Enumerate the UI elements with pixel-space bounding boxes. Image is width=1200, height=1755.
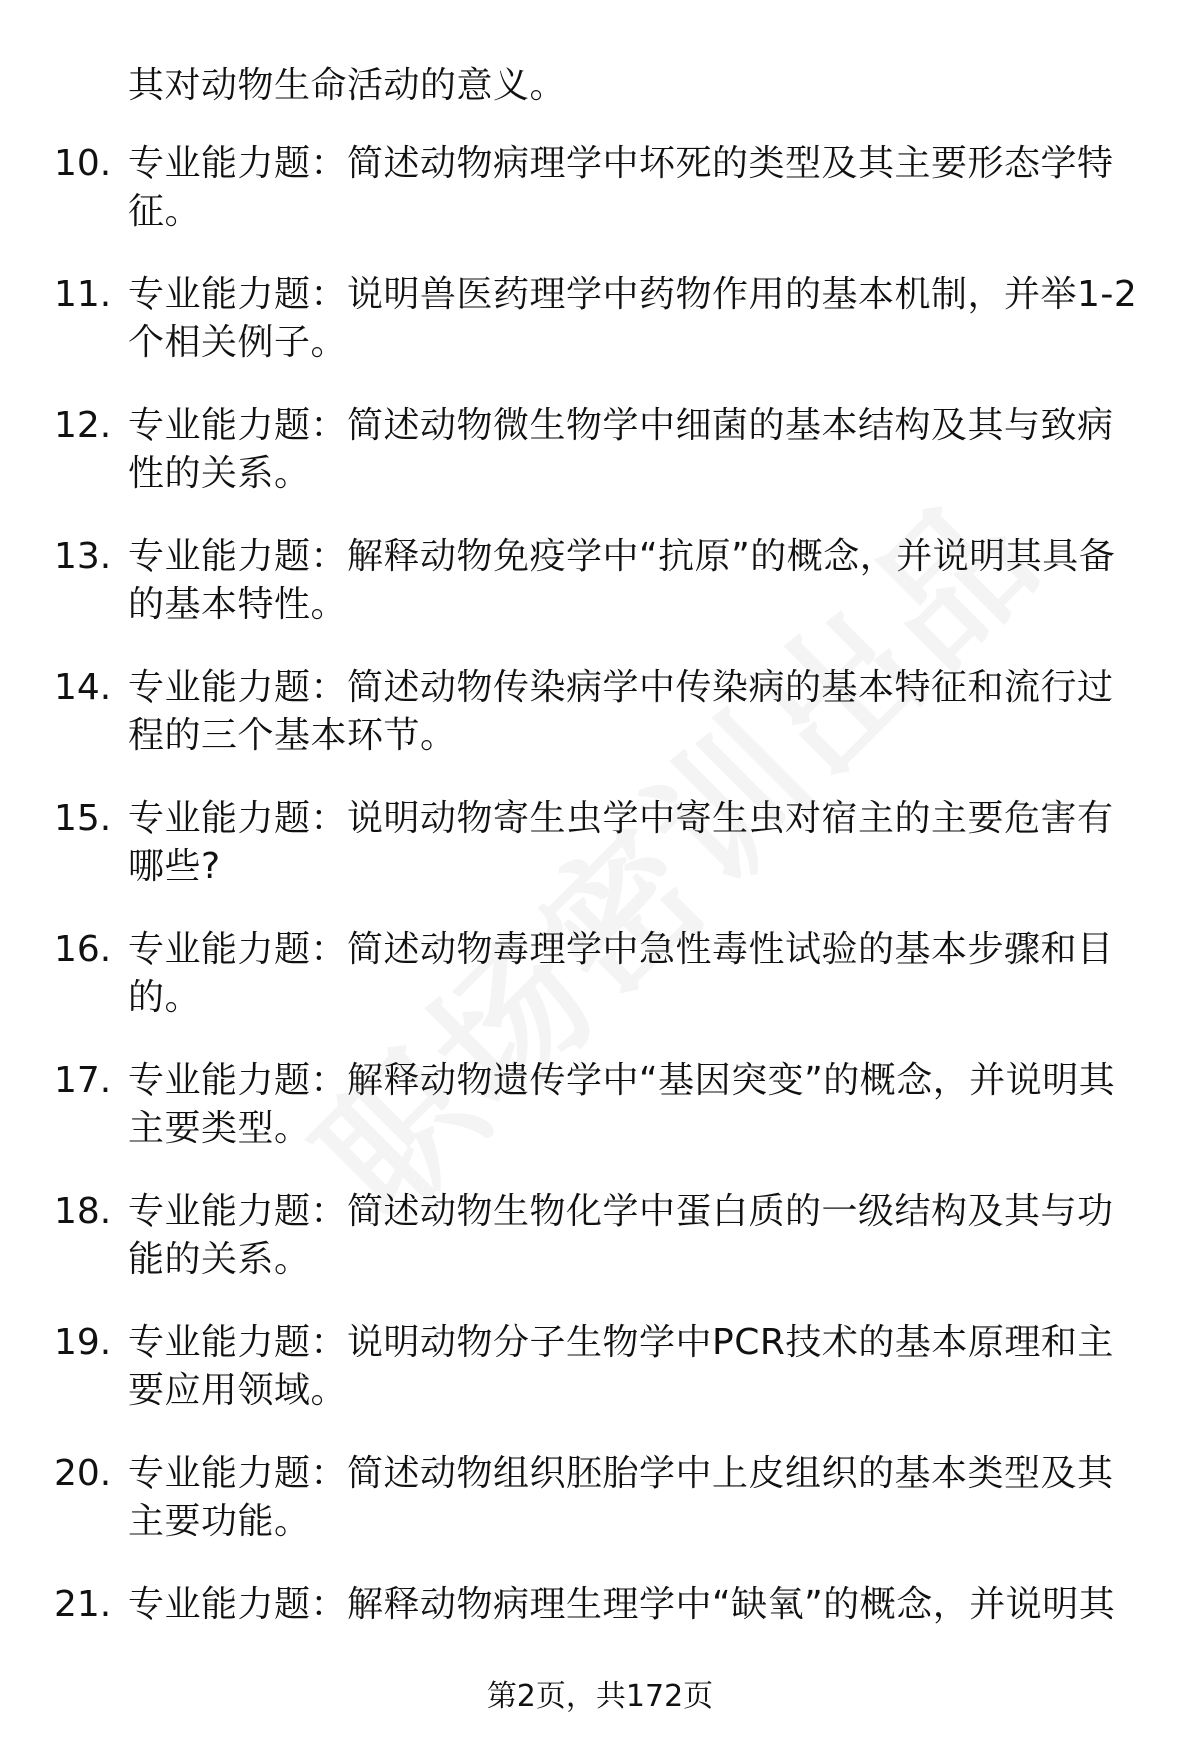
page-footer: 第2页，共172页 xyxy=(486,1679,714,1714)
question-number: 13. xyxy=(54,536,112,577)
question-text: 专业能力题：说明动物寄生虫学中寄生虫对宿主的主要危害有哪些? xyxy=(128,798,1114,887)
question-number: 15. xyxy=(54,798,112,839)
question-text: 专业能力题：解释动物遗传学中“基因突变”的概念，并说明其主要类型。 xyxy=(128,1060,1116,1149)
question-text: 专业能力题：简述动物传染病学中传染病的基本特征和流行过程的三个基本环节。 xyxy=(128,667,1114,756)
question-item xyxy=(0,1319,1200,1450)
question-item xyxy=(0,926,1200,1057)
question-item xyxy=(0,402,1200,533)
question-item xyxy=(0,1057,1200,1188)
question-item xyxy=(0,140,1200,271)
question-text: 专业能力题：说明动物分子生物学中PCR技术的基本原理和主要应用领域。 xyxy=(128,1322,1114,1411)
question-text: 专业能力题：简述动物微生物学中细菌的基本结构及其与致病性的关系。 xyxy=(128,405,1114,494)
question-text: 专业能力题：简述动物病理学中坏死的类型及其主要形态学特征。 xyxy=(128,143,1114,232)
question-text: 专业能力题：说明兽医药理学中药物作用的基本机制，并举1-2个相关例子。 xyxy=(128,274,1138,363)
question-number: 11. xyxy=(54,274,112,315)
question-list xyxy=(0,140,1200,1712)
question-item xyxy=(0,664,1200,795)
question-number: 21. xyxy=(54,1584,112,1625)
question-number: 19. xyxy=(54,1322,112,1363)
question-number: 18. xyxy=(54,1191,112,1232)
continued-question-text: 其对动物生命活动的意义。 xyxy=(128,65,567,106)
question-item xyxy=(0,1188,1200,1319)
question-text: 专业能力题：简述动物毒理学中急性毒性试验的基本步骤和目的。 xyxy=(128,929,1114,1018)
question-text: 专业能力题：解释动物免疫学中“抗原”的概念，并说明其具备的基本特性。 xyxy=(128,536,1116,625)
question-item xyxy=(0,795,1200,926)
question-item xyxy=(0,1450,1200,1581)
question-number: 14. xyxy=(54,667,112,708)
question-number: 10. xyxy=(54,143,112,184)
question-number: 17. xyxy=(54,1060,112,1101)
question-text: 专业能力题：简述动物组织胚胎学中上皮组织的基本类型及其主要功能。 xyxy=(128,1453,1114,1542)
question-item xyxy=(0,533,1200,664)
question-item xyxy=(0,271,1200,402)
question-number: 12. xyxy=(54,405,112,446)
question-text: 专业能力题：解释动物病理生理学中“缺氧”的概念，并说明其 xyxy=(128,1584,1116,1625)
question-number: 16. xyxy=(54,929,112,970)
question-number: 20. xyxy=(54,1453,112,1494)
question-text: 专业能力题：简述动物生物化学中蛋白质的一级结构及其与功能的关系。 xyxy=(128,1191,1114,1280)
